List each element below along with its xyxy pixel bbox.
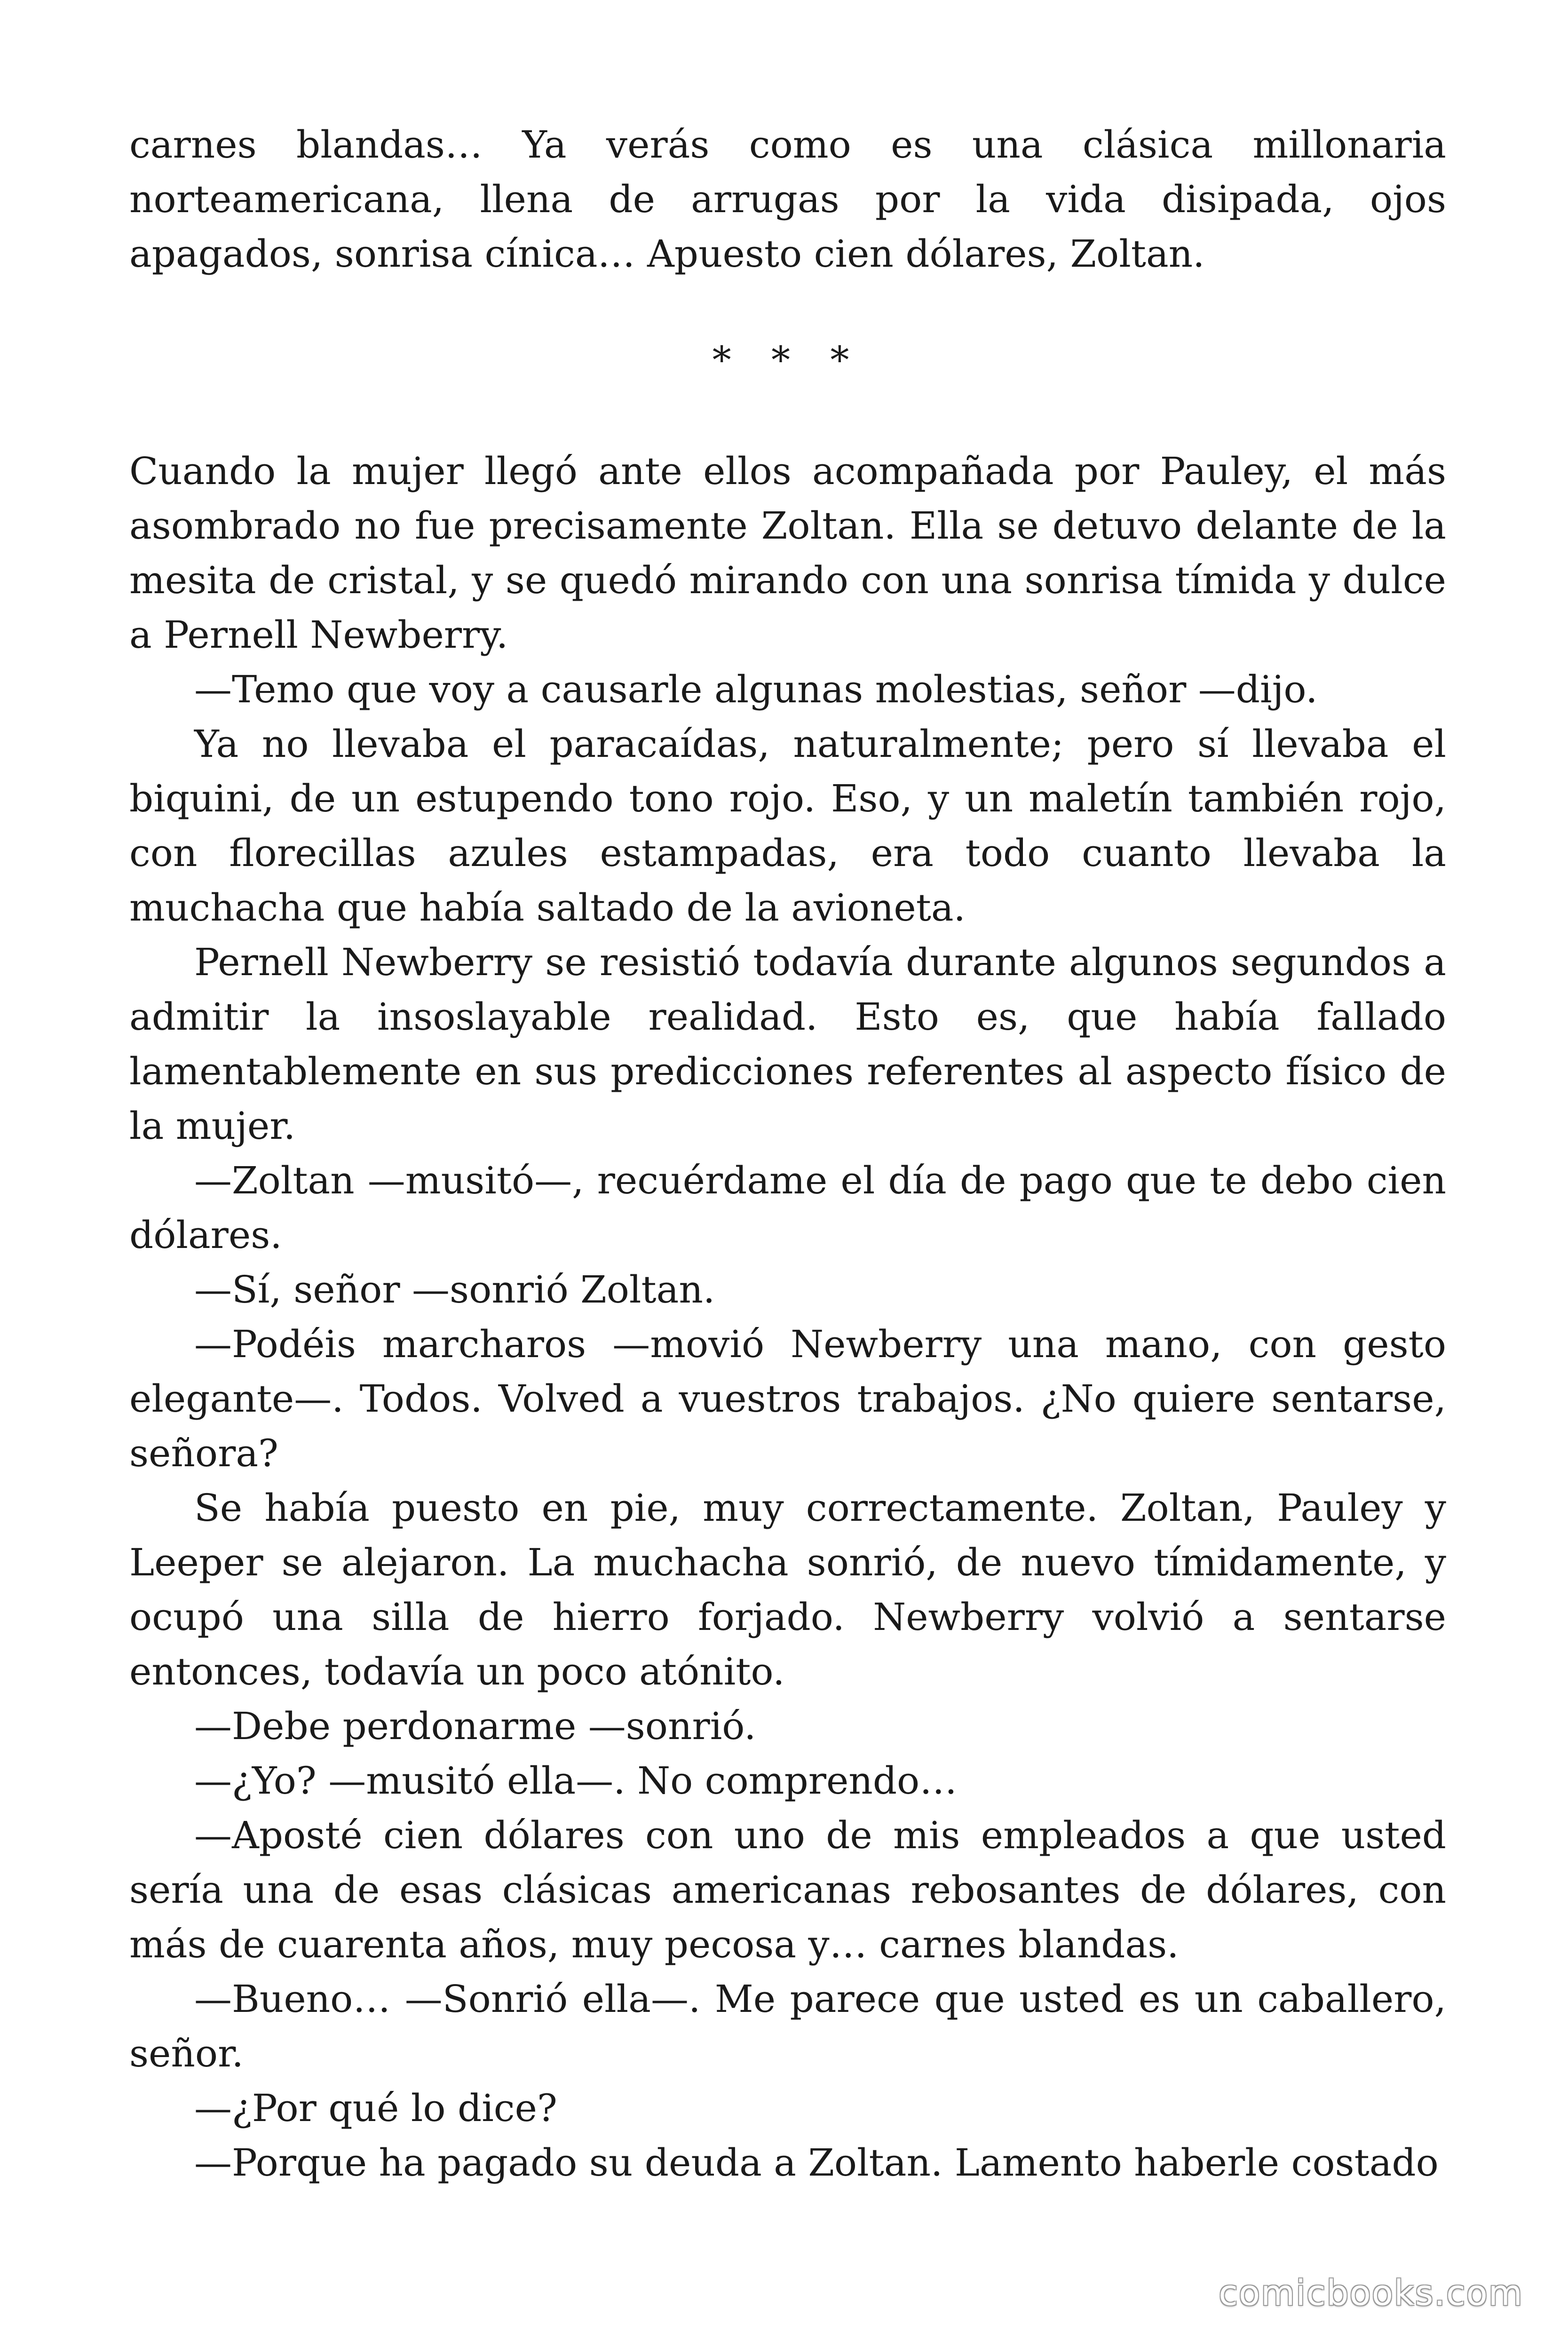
paragraph: —Porque ha pagado su deuda a Zoltan. Lamento haberle costado [194, 2141, 1439, 2185]
paragraph: Se había puesto en pie, muy correctamente. Zoltan, Pauley y Leeper se alejaron. La muchacha sonrió, de nuevo tímidamente, y ocupó una silla de hierro forjado. Newberry volvió a sentarse entonces, todavía un poco atónito. [129, 1486, 1446, 1693]
paragraph: —¿Por qué lo dice? [194, 2086, 557, 2130]
paragraph: Cuando la mujer llegó ante ellos acompañada por Pauley, el más asombrado no fue precisamente Zoltan. Ella se detuvo delante de la mesita de cristal, y se quedó mirando con una sonrisa tímida y dulce a Pernell Newberry. [129, 449, 1446, 657]
scene-break: * * * [712, 338, 863, 382]
paragraph: Pernell Newberry se resistió todavía durante algunos segundos a admitir la insoslayable realidad. Esto es, que había fallado lamentablemente en sus predicciones referentes al aspecto físico de la mujer. [129, 940, 1446, 1148]
paragraph: Ya no llevaba el paracaídas, naturalmente; pero sí llevaba el biquini, de un estupendo tono rojo. Eso, y un maletín también rojo, con florecillas azules estampadas, era todo cuanto llevaba la muchacha que había saltado de la avioneta. [129, 722, 1446, 930]
paragraph: —Zoltan —musitó—, recuérdame el día de pago que te debo cien dólares. [129, 1159, 1446, 1257]
book-page [129, 118, 1446, 2190]
paragraph: —Aposté cien dólares con uno de mis empleados a que usted sería una de esas clásicas americanas rebosantes de dólares, con más de cuarenta años, muy pecosa y… carnes blandas. [129, 1813, 1446, 1966]
paragraph: —Sí, señor —sonrió Zoltan. [194, 1268, 715, 1311]
watermark: comicbooks.com [1219, 2273, 1523, 2313]
paragraph: —Bueno… —Sonrió ella—. Me parece que usted es un caballero, señor. [129, 1977, 1446, 2075]
paragraph: —Temo que voy a causarle algunas molestias, señor —dijo. [194, 667, 1318, 711]
paragraph: —Podéis marcharos —movió Newberry una mano, con gesto elegante—. Todos. Volved a vuestros trabajos. ¿No quiere sentarse, señora? [129, 1322, 1446, 1475]
paragraph: —Debe perdonarme —sonrió. [194, 1704, 756, 1748]
paragraph-continuation: carnes blandas… Ya verás como es una clásica millonaria norteamericana, llena de arrugas por la vida disipada, ojos apagados, sonrisa cínica… Apuesto cien dólares, Zoltan. [129, 123, 1446, 276]
paragraph: —¿Yo? —musitó ella—. No comprendo… [194, 1759, 958, 1803]
